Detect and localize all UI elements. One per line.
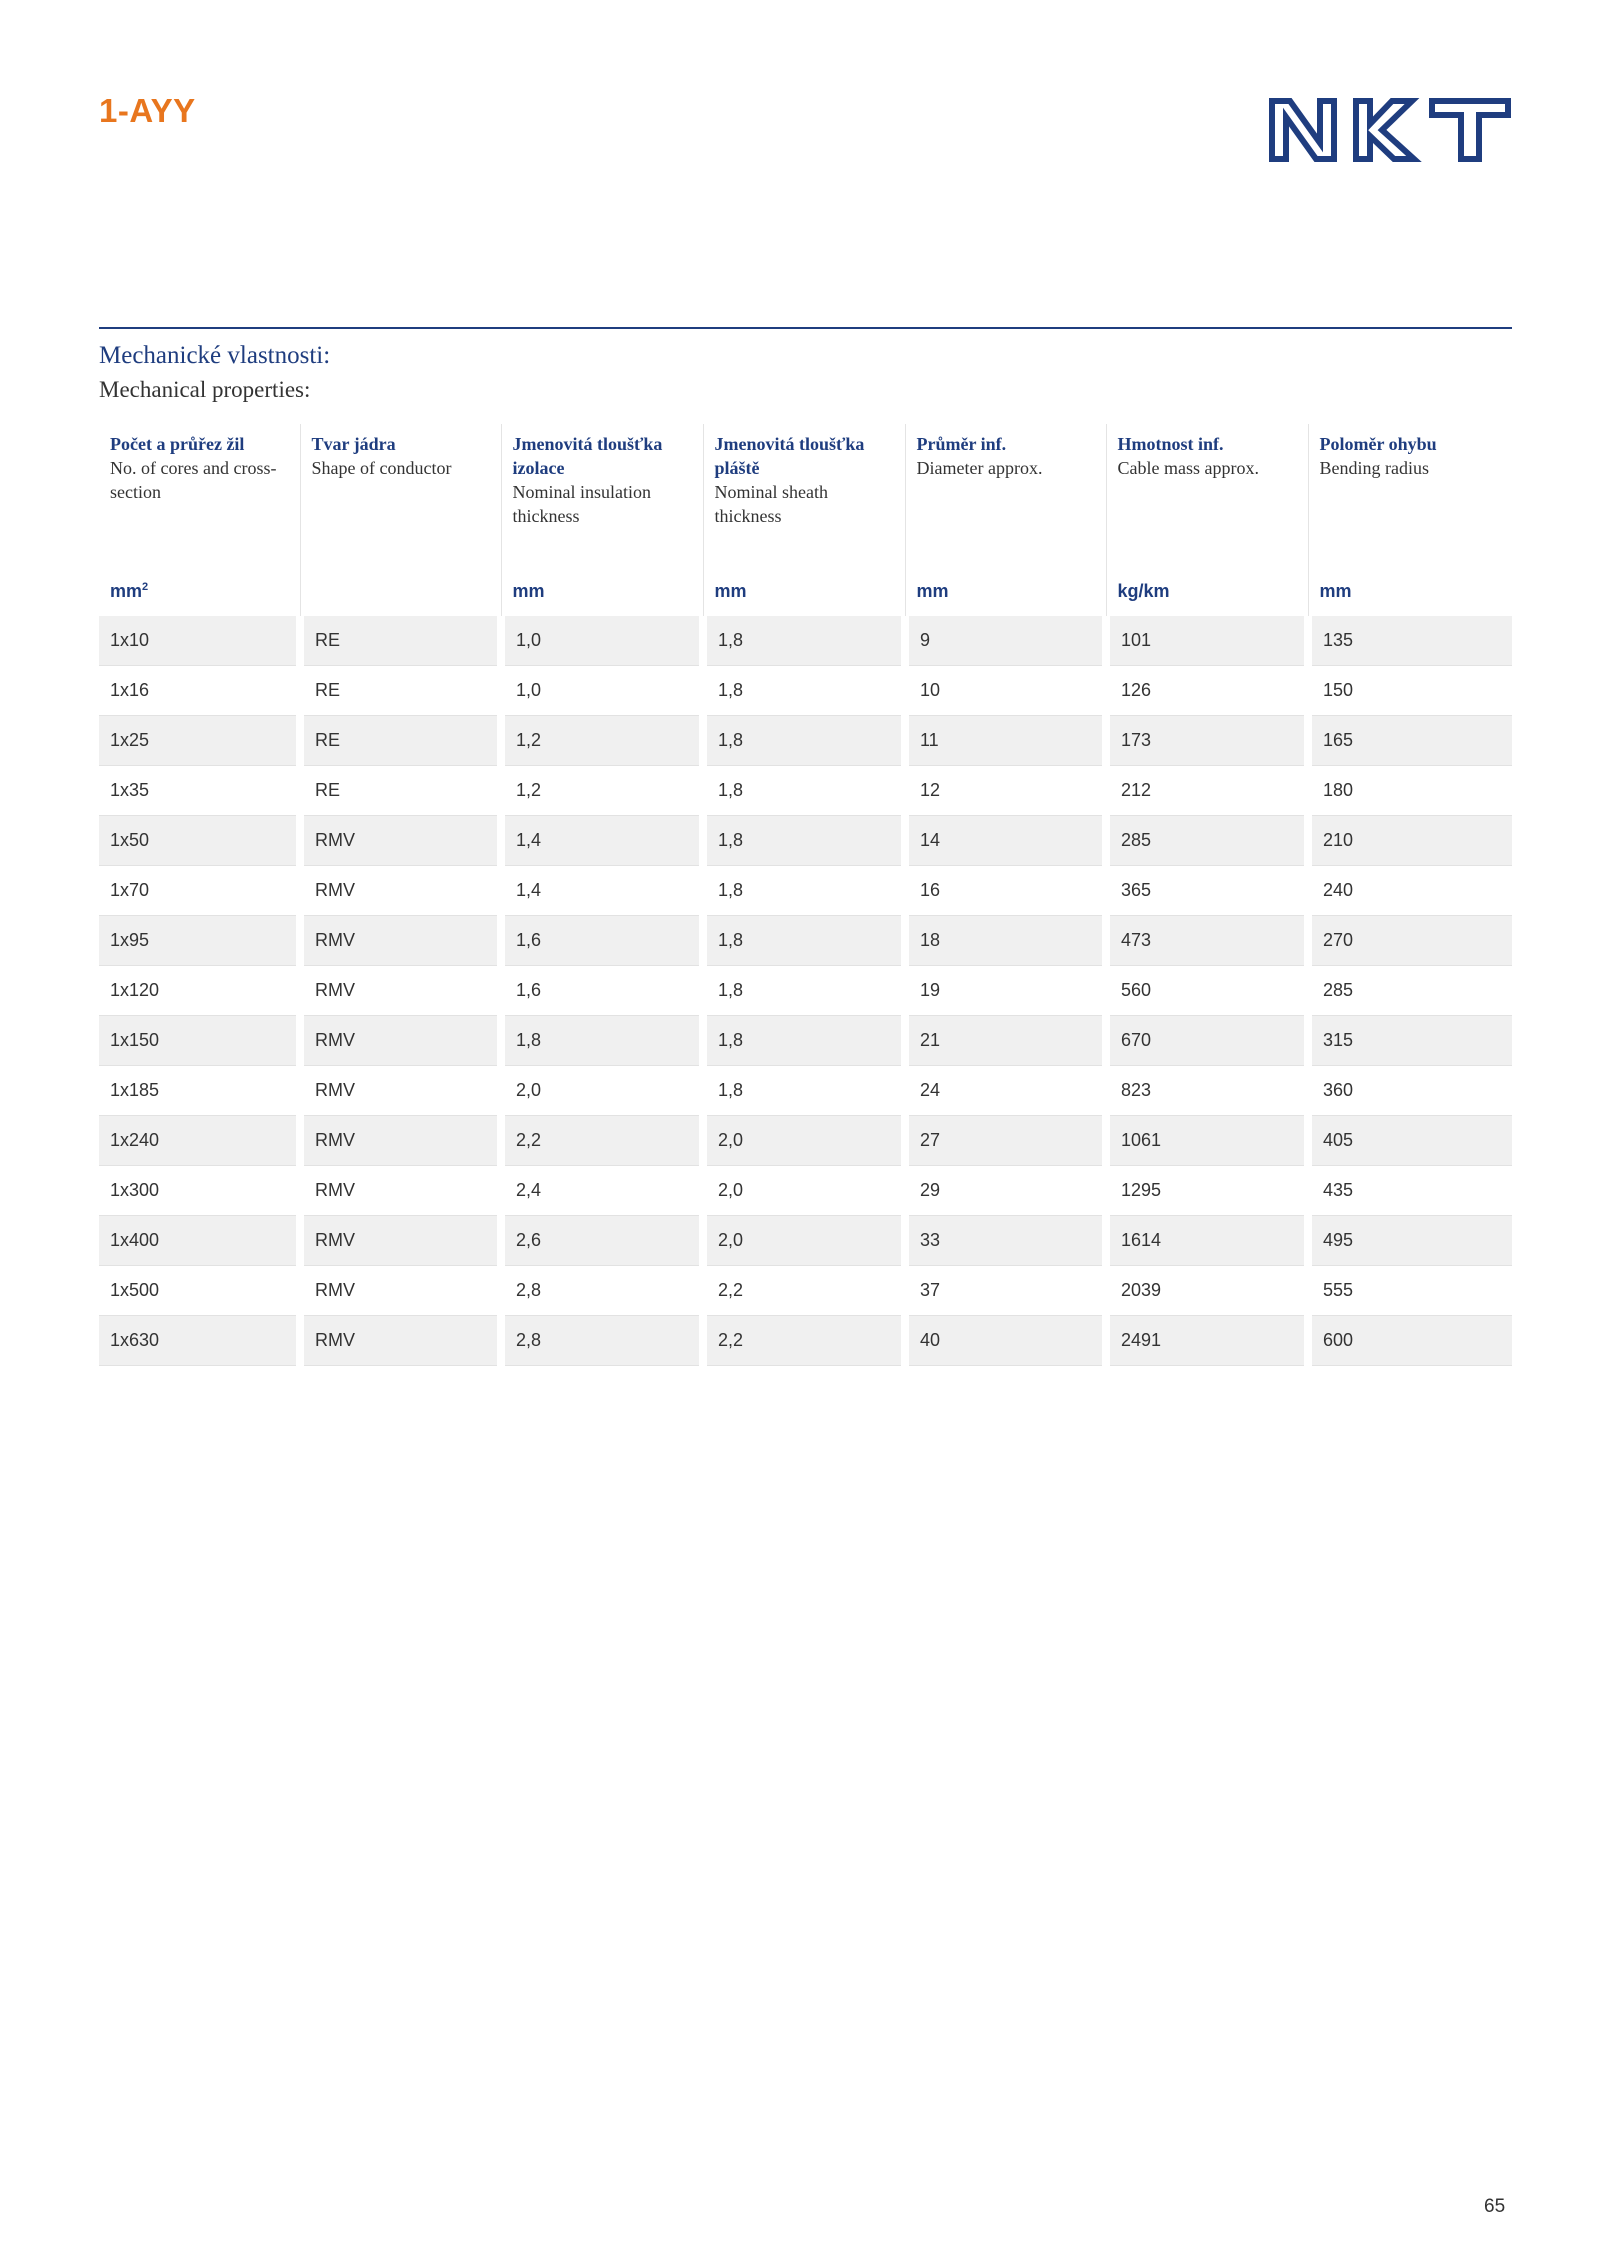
- table-cell: 37: [905, 1266, 1106, 1316]
- table-cell: 600: [1308, 1316, 1512, 1366]
- table-cell: 11: [905, 716, 1106, 766]
- table-cell: 165: [1308, 716, 1512, 766]
- table-cell: RMV: [300, 1016, 501, 1066]
- table-cell: 2039: [1106, 1266, 1308, 1316]
- section-divider: [99, 327, 1512, 329]
- table-cell: 210: [1308, 816, 1512, 866]
- table-row: [99, 1166, 1512, 1216]
- table-cell: 1061: [1106, 1116, 1308, 1166]
- table-row: [99, 966, 1512, 1016]
- table-row: [99, 616, 1512, 666]
- unit-label: mm: [512, 580, 545, 601]
- table-cell: 285: [1308, 966, 1512, 1016]
- mechanical-properties-table: [99, 424, 1512, 1366]
- column-header-bending-radius: [1308, 424, 1512, 566]
- table-cell: 2,4: [501, 1166, 703, 1216]
- unit-cell: [501, 566, 703, 616]
- table-cell: 19: [905, 966, 1106, 1016]
- column-header-cz: Tvar jádra: [311, 434, 396, 454]
- column-header-insulation: [501, 424, 703, 566]
- table-cell: 1,6: [501, 916, 703, 966]
- table-cell: RMV: [300, 1316, 501, 1366]
- table-row: [99, 1216, 1512, 1266]
- table-cell: 1,8: [703, 866, 905, 916]
- table-cell: RE: [300, 616, 501, 666]
- table-cell: 1,2: [501, 716, 703, 766]
- table-cell: RMV: [300, 1066, 501, 1116]
- table-cell: 1,8: [703, 666, 905, 716]
- header-row: [99, 424, 1512, 566]
- table-cell: 135: [1308, 616, 1512, 666]
- table-cell: 1,0: [501, 666, 703, 716]
- table-cell: 1614: [1106, 1216, 1308, 1266]
- unit-cell: [905, 566, 1106, 616]
- table-cell: 2,2: [703, 1266, 905, 1316]
- table-cell: 1,8: [703, 1016, 905, 1066]
- table-cell: 1,2: [501, 766, 703, 816]
- unit-cell: [1106, 566, 1308, 616]
- table-row: [99, 766, 1512, 816]
- table-cell: 555: [1308, 1266, 1512, 1316]
- unit-cell: [1308, 566, 1512, 616]
- table-cell: 12: [905, 766, 1106, 816]
- table-cell: 1x95: [99, 916, 300, 966]
- table-cell: 150: [1308, 666, 1512, 716]
- column-header-cz: Poloměr ohybu: [1319, 434, 1437, 454]
- table-cell: 1x35: [99, 766, 300, 816]
- table-cell: 405: [1308, 1116, 1512, 1166]
- column-header-cz: Jmenovitá tloušťka pláště: [714, 434, 865, 478]
- unit-superscript: 2: [142, 580, 149, 593]
- unit-label: mm: [110, 580, 143, 601]
- table-cell: 560: [1106, 966, 1308, 1016]
- unit-cell: [703, 566, 905, 616]
- table-cell: 1,8: [703, 616, 905, 666]
- table-cell: 823: [1106, 1066, 1308, 1116]
- table-cell: RE: [300, 766, 501, 816]
- table-cell: 2,6: [501, 1216, 703, 1266]
- table-cell: RMV: [300, 866, 501, 916]
- table-body: [99, 616, 1512, 1366]
- table-row: [99, 666, 1512, 716]
- document-title: 1-AYY: [99, 92, 196, 129]
- table-cell: 2,2: [703, 1316, 905, 1366]
- table-cell: 2491: [1106, 1316, 1308, 1366]
- table-cell: RMV: [300, 816, 501, 866]
- column-header-cz: Počet a průřez žil: [110, 434, 245, 454]
- table-cell: 1,8: [703, 1066, 905, 1116]
- table-cell: 1,8: [501, 1016, 703, 1066]
- table-cell: 2,0: [703, 1166, 905, 1216]
- unit-cell: [300, 566, 501, 616]
- table-cell: 27: [905, 1116, 1106, 1166]
- table-cell: 2,0: [501, 1066, 703, 1116]
- table-cell: 1x240: [99, 1116, 300, 1166]
- column-header-en: Diameter approx.: [916, 458, 1043, 478]
- table-cell: 9: [905, 616, 1106, 666]
- table-cell: 1295: [1106, 1166, 1308, 1216]
- table-cell: 495: [1308, 1216, 1512, 1266]
- column-header-conductor-shape: [300, 424, 501, 566]
- table-row: [99, 1066, 1512, 1116]
- unit-label: mm: [714, 580, 747, 601]
- table-cell: 435: [1308, 1166, 1512, 1216]
- table-cell: 18: [905, 916, 1106, 966]
- table-cell: RMV: [300, 1116, 501, 1166]
- column-header-en: Shape of conductor: [311, 458, 452, 478]
- page-number: 65: [1484, 2196, 1506, 2217]
- table-cell: 1x630: [99, 1316, 300, 1366]
- table-cell: 270: [1308, 916, 1512, 966]
- table-cell: 2,0: [703, 1216, 905, 1266]
- table-cell: 1,4: [501, 866, 703, 916]
- unit-label: kg/km: [1117, 580, 1170, 601]
- table-cell: 1x25: [99, 716, 300, 766]
- column-header-en: No. of cores and cross-section: [110, 458, 277, 502]
- column-header-en: Nominal insulation thickness: [512, 482, 651, 526]
- table-row: [99, 1116, 1512, 1166]
- table-cell: 1x10: [99, 616, 300, 666]
- table-cell: 1,0: [501, 616, 703, 666]
- table-cell: 33: [905, 1216, 1106, 1266]
- table-row: [99, 916, 1512, 966]
- nkt-logo: [1268, 98, 1512, 162]
- table-cell: 126: [1106, 666, 1308, 716]
- column-header-cores: [99, 424, 300, 566]
- table-cell: 1x50: [99, 816, 300, 866]
- table-cell: 2,2: [501, 1116, 703, 1166]
- table-cell: 1,8: [703, 916, 905, 966]
- section-heading: Mechanické vlastnosti:: [99, 342, 331, 369]
- table-cell: 14: [905, 816, 1106, 866]
- table-cell: 1x16: [99, 666, 300, 716]
- table-cell: 1x70: [99, 866, 300, 916]
- unit-row: [99, 566, 1512, 616]
- table-cell: 2,8: [501, 1266, 703, 1316]
- table-cell: 285: [1106, 816, 1308, 866]
- table-cell: 21: [905, 1016, 1106, 1066]
- column-header-cz: Jmenovitá tloušťka izolace: [512, 434, 663, 478]
- unit-label: mm: [916, 580, 949, 601]
- table-cell: 2,0: [703, 1116, 905, 1166]
- table-cell: 315: [1308, 1016, 1512, 1066]
- table-cell: RMV: [300, 966, 501, 1016]
- table-cell: 1,6: [501, 966, 703, 1016]
- column-header-mass: [1106, 424, 1308, 566]
- table-cell: 10: [905, 666, 1106, 716]
- table-row: [99, 816, 1512, 866]
- column-header-en: Nominal sheath thickness: [714, 482, 828, 526]
- table-cell: 473: [1106, 916, 1308, 966]
- table-cell: 101: [1106, 616, 1308, 666]
- column-header-sheath: [703, 424, 905, 566]
- column-header-en: Cable mass approx.: [1117, 458, 1259, 478]
- table-cell: 360: [1308, 1066, 1512, 1116]
- unit-cell: [99, 566, 300, 616]
- table-cell: 16: [905, 866, 1106, 916]
- table-cell: 1,4: [501, 816, 703, 866]
- table-row: [99, 716, 1512, 766]
- table-cell: RE: [300, 716, 501, 766]
- table-cell: 1x150: [99, 1016, 300, 1066]
- unit-label: mm: [1319, 580, 1352, 601]
- table-cell: 1x185: [99, 1066, 300, 1116]
- column-header-en: Bending radius: [1319, 458, 1429, 478]
- table-cell: 1x300: [99, 1166, 300, 1216]
- table-row: [99, 866, 1512, 916]
- table-cell: 29: [905, 1166, 1106, 1216]
- table-cell: 365: [1106, 866, 1308, 916]
- table-cell: 24: [905, 1066, 1106, 1116]
- table-cell: 1x120: [99, 966, 300, 1016]
- table-cell: RMV: [300, 916, 501, 966]
- table-cell: 180: [1308, 766, 1512, 816]
- table-cell: 1,8: [703, 966, 905, 1016]
- column-header-cz: Průměr inf.: [916, 434, 1007, 454]
- section-subheading: Mechanical properties:: [99, 377, 311, 402]
- table-row: [99, 1266, 1512, 1316]
- table-row: [99, 1316, 1512, 1366]
- table-cell: RMV: [300, 1216, 501, 1266]
- table-cell: RMV: [300, 1266, 501, 1316]
- table-cell: 1x400: [99, 1216, 300, 1266]
- table-cell: 1,8: [703, 716, 905, 766]
- table-cell: 173: [1106, 716, 1308, 766]
- table-cell: 40: [905, 1316, 1106, 1366]
- table-cell: 2,8: [501, 1316, 703, 1366]
- column-header-diameter: [905, 424, 1106, 566]
- column-header-cz: Hmotnost inf.: [1117, 434, 1224, 454]
- table-cell: 212: [1106, 766, 1308, 816]
- table-cell: 1,8: [703, 816, 905, 866]
- table-cell: 670: [1106, 1016, 1308, 1066]
- table-cell: RMV: [300, 1166, 501, 1216]
- table-row: [99, 1016, 1512, 1066]
- table-cell: 1x500: [99, 1266, 300, 1316]
- table-cell: 240: [1308, 866, 1512, 916]
- table-cell: 1,8: [703, 766, 905, 816]
- table-cell: RE: [300, 666, 501, 716]
